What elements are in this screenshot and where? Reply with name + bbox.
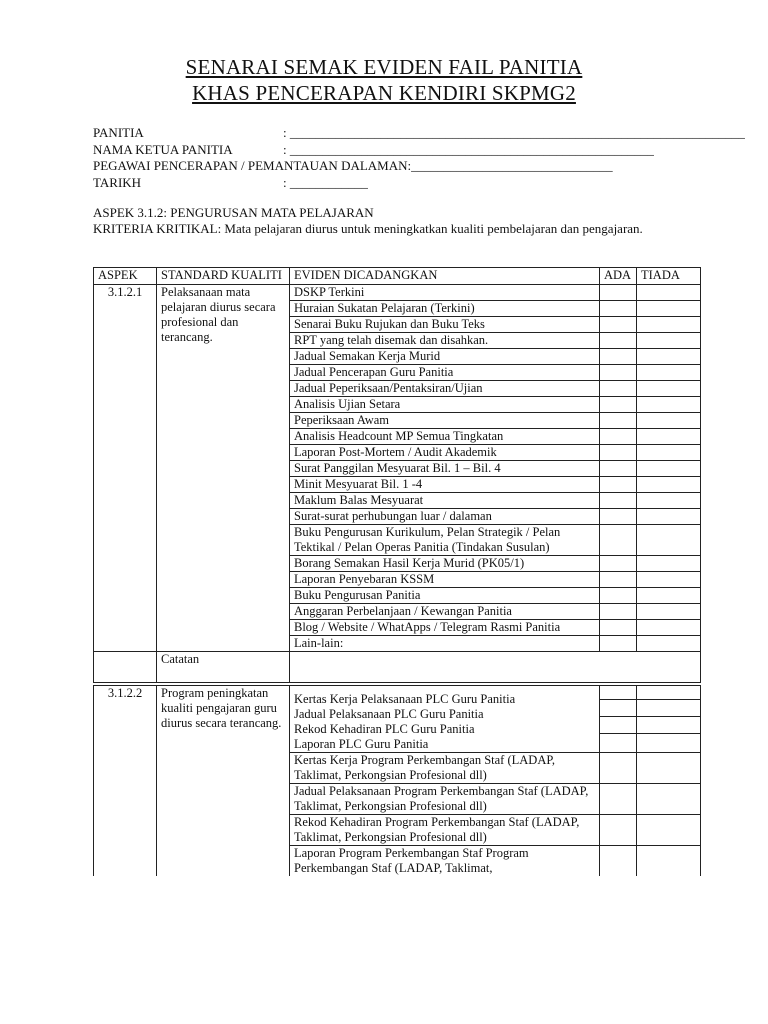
ada-checkbox[interactable]: [600, 301, 637, 317]
catatan-label: Catatan: [157, 652, 290, 683]
eviden-item: Analisis Ujian Setara: [290, 397, 600, 413]
ada-checkbox[interactable]: [600, 636, 637, 652]
tiada-checkbox[interactable]: [637, 349, 701, 365]
ketua-label: NAMA KETUA PANITIA: [93, 141, 233, 157]
eviden-item: Jadual Pelaksanaan Program Perkembangan Staf (LADAP, Taklimat, Perkongsian Profesional dll): [290, 784, 600, 815]
ada-checkbox[interactable]: [600, 413, 637, 429]
catatan-empty-cell: [94, 652, 157, 683]
header-tiada: TIADA: [637, 268, 701, 285]
eviden-plc-group: [290, 686, 600, 753]
tiada-checkbox[interactable]: [637, 753, 701, 784]
eviden-item: DSKP Terkini: [290, 285, 600, 301]
tiada-checkbox[interactable]: [637, 700, 700, 717]
ada-checkbox[interactable]: [600, 525, 637, 556]
eviden-item: Surat-surat perhubungan luar / dalaman: [290, 509, 600, 525]
ada-checkbox[interactable]: [600, 734, 636, 750]
ada-checkbox[interactable]: [600, 784, 637, 815]
table-row: [94, 285, 701, 301]
tiada-checkbox[interactable]: [637, 556, 701, 572]
eviden-item: Buku Pengurusan Panitia: [290, 588, 600, 604]
eviden-item: Rekod Kehadiran Program Perkembangan Staf (LADAP, Taklimat, Perkongsian Profesional dll): [290, 815, 600, 846]
tiada-checkbox[interactable]: [637, 588, 701, 604]
ada-checkbox[interactable]: [600, 588, 637, 604]
eviden-item: Senarai Buku Rujukan dan Buku Teks: [290, 317, 600, 333]
tiada-checkbox[interactable]: [637, 333, 701, 349]
eviden-item: Surat Panggilan Mesyuarat Bil. 1 – Bil. 4: [290, 461, 600, 477]
tiada-checkbox[interactable]: [637, 846, 701, 877]
eviden-item: Jadual Pencerapan Guru Panitia: [290, 365, 600, 381]
ada-checkbox[interactable]: [600, 365, 637, 381]
header-eviden: EVIDEN DICADANGKAN: [290, 268, 600, 285]
ada-checkbox[interactable]: [600, 700, 636, 717]
ada-checkbox[interactable]: [600, 333, 637, 349]
ada-checkbox[interactable]: [600, 815, 637, 846]
catatan-row: [94, 652, 701, 683]
ketua-row: [93, 142, 745, 159]
ada-checkbox[interactable]: [600, 846, 637, 877]
tiada-checkbox[interactable]: [637, 429, 701, 445]
tarikh-label: TARIKH: [93, 174, 142, 190]
eviden-item: Peperiksaan Awam: [290, 413, 600, 429]
header-fields: [93, 125, 745, 191]
ada-checkbox[interactable]: [600, 572, 637, 588]
ada-checkbox[interactable]: [600, 349, 637, 365]
eviden-item: Maklum Balas Mesyuarat: [290, 493, 600, 509]
pegawai-label: PEGAWAI PENCERAPAN / PEMANTAUAN DALAMAN:: [93, 158, 412, 173]
tiada-checkbox[interactable]: [637, 509, 701, 525]
ada-checkbox[interactable]: [600, 717, 636, 734]
header-ada: ADA: [600, 268, 637, 285]
table-header-row: [94, 268, 701, 285]
tiada-checkbox[interactable]: [637, 636, 701, 652]
eviden-item: Analisis Headcount MP Semua Tingkatan: [290, 429, 600, 445]
ada-checkbox[interactable]: [600, 397, 637, 413]
header-standard: STANDARD KUALITI: [157, 268, 290, 285]
tiada-checkbox[interactable]: [637, 285, 701, 301]
ada-checkbox[interactable]: [600, 620, 637, 636]
header-aspek: ASPEK: [94, 268, 157, 285]
aspek-code: 3.1.2.2: [94, 686, 157, 877]
tiada-plc-cells: [637, 686, 701, 753]
table-row: [94, 686, 701, 753]
document-title-line1: SENARAI SEMAK EVIDEN FAIL PANITIA: [185, 55, 583, 79]
tiada-checkbox[interactable]: [637, 365, 701, 381]
eviden-item: Jadual Pelaksanaan PLC Guru Panitia: [294, 707, 484, 721]
ada-checkbox[interactable]: [600, 477, 637, 493]
ada-checkbox[interactable]: [600, 445, 637, 461]
ada-checkbox[interactable]: [600, 556, 637, 572]
eviden-item: Lain-lain:: [290, 636, 600, 652]
tiada-checkbox[interactable]: [637, 686, 700, 700]
aspek-heading: ASPEK 3.1.2: PENGURUSAN MATA PELAJARAN: [93, 205, 374, 220]
tiada-checkbox[interactable]: [637, 784, 701, 815]
ada-checkbox[interactable]: [600, 493, 637, 509]
tiada-checkbox[interactable]: [637, 397, 701, 413]
panitia-label: PANITIA: [93, 125, 144, 140]
ada-checkbox[interactable]: [600, 509, 637, 525]
ada-checkbox[interactable]: [600, 285, 637, 301]
tarikh-field: : ____________: [283, 174, 368, 190]
ada-checkbox[interactable]: [600, 429, 637, 445]
tiada-checkbox[interactable]: [637, 815, 701, 846]
tiada-checkbox[interactable]: [637, 717, 700, 734]
aspek-block: [93, 205, 653, 237]
eviden-item: Rekod Kehadiran PLC Guru Panitia: [294, 722, 475, 736]
eviden-item: Kertas Kerja Program Perkembangan Staf (LADAP, Taklimat, Perkongsian Profesional dll): [290, 753, 600, 784]
ada-checkbox[interactable]: [600, 753, 637, 784]
tiada-checkbox[interactable]: [637, 572, 701, 588]
section-3-1-2-1: [94, 285, 701, 686]
standard-kualiti: Pelaksanaan mata pelajaran diurus secara profesional dan terancang.: [157, 285, 290, 652]
ada-checkbox[interactable]: [600, 604, 637, 620]
eviden-item: Jadual Peperiksaan/Pentaksiran/Ujian: [290, 381, 600, 397]
tarikh-row: [93, 175, 745, 192]
eviden-item: Anggaran Perbelanjaan / Kewangan Panitia: [290, 604, 600, 620]
eviden-item: Laporan Program Perkembangan Staf Program Perkembangan Staf (LADAP, Taklimat,: [290, 846, 600, 877]
tiada-checkbox[interactable]: [637, 477, 701, 493]
tiada-checkbox[interactable]: [637, 317, 701, 333]
eviden-item: Huraian Sukatan Pelajaran (Terkini): [290, 301, 600, 317]
ada-checkbox[interactable]: [600, 686, 636, 700]
ada-checkbox[interactable]: [600, 317, 637, 333]
eviden-item: Blog / Website / WhatApps / Telegram Rasmi Panitia: [290, 620, 600, 636]
tiada-checkbox[interactable]: [637, 604, 701, 620]
eviden-item: Laporan Penyebaran KSSM: [290, 572, 600, 588]
ada-checkbox[interactable]: [600, 461, 637, 477]
document-title-line2: KHAS PENCERAPAN KENDIRI SKPMG2: [192, 81, 576, 105]
tiada-checkbox[interactable]: [637, 381, 701, 397]
tiada-checkbox[interactable]: [637, 493, 701, 509]
eviden-item: RPT yang telah disemak dan disahkan.: [290, 333, 600, 349]
pegawai-row: [93, 158, 745, 175]
panitia-row: [93, 125, 745, 142]
eviden-item: Jadual Semakan Kerja Murid: [290, 349, 600, 365]
ketua-field: : ________________________________________________________: [283, 141, 654, 157]
tiada-checkbox[interactable]: [637, 461, 701, 477]
eviden-item: Laporan PLC Guru Panitia: [294, 737, 429, 751]
kriteria-text: KRITERIA KRITIKAL: Mata pelajaran diurus untuk meningkatkan kualiti pembelajaran dan pengajaran.: [93, 221, 643, 236]
ada-plc-cells: [600, 686, 637, 753]
tiada-checkbox[interactable]: [637, 413, 701, 429]
eviden-item: Kertas Kerja Pelaksanaan PLC Guru Panitia: [294, 692, 516, 706]
tiada-checkbox[interactable]: [637, 445, 701, 461]
eviden-item: Minit Mesyuarat Bil. 1 -4: [290, 477, 600, 493]
eviden-item: Buku Pengurusan Kurikulum, Pelan Strategik / Pelan Tektikal / Pelan Operas Panitia (Tindakan Susulan): [290, 525, 600, 556]
pegawai-field: _______________________________: [411, 158, 613, 173]
standard-kualiti: Program peningkatan kualiti pengajaran guru diurus secara terancang.: [157, 686, 290, 877]
tiada-checkbox[interactable]: [637, 525, 701, 556]
eviden-item: Borang Semakan Hasil Kerja Murid (PK05/1): [290, 556, 600, 572]
aspek-code: 3.1.2.1: [94, 285, 157, 652]
tiada-checkbox[interactable]: [637, 620, 701, 636]
checklist-table: [93, 267, 701, 876]
panitia-field: : ______________________________________________________________________: [283, 125, 745, 140]
catatan-field[interactable]: [290, 652, 701, 683]
tiada-checkbox[interactable]: [637, 301, 701, 317]
ada-checkbox[interactable]: [600, 381, 637, 397]
eviden-item: Laporan Post-Mortem / Audit Akademik: [290, 445, 600, 461]
section-3-1-2-2: [94, 686, 701, 877]
tiada-checkbox[interactable]: [637, 734, 700, 750]
